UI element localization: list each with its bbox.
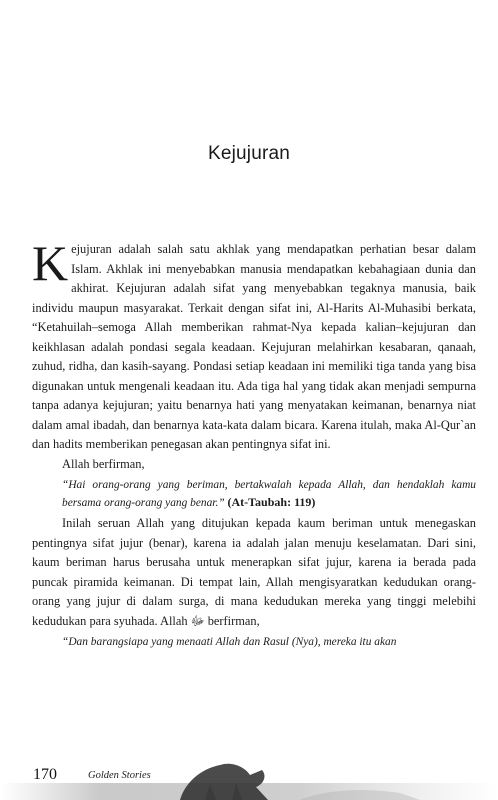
page-number: 170 — [33, 766, 57, 783]
chapter-title: Kejujuran — [207, 143, 291, 164]
paragraph-2: Allah berfirman, — [62, 456, 145, 471]
paragraph-1-text: ejujuran adalah salah satu akhlak yang mendapatkan perhatian besar dalam Islam. Akhlak ini menyebabkan manusia mendapatkan kebahagiaan dunia dan akhirat. Kejujuran adalah sifat yang menyebabkan tegaknya manusia, baik individu maupun masyarakat. Terkait dengan sifat ini, Al-Harits Al-Muhasibi berkata, “Ketahuilah–semoga Allah memberikan rahmat-Nya kepada kalian–kejujuran dan keikhlasan adalah pondasi segala keadaan. Kejujuran melahirkan kesabaran, qanaah, zuhud, ridha, dan kasih-sayang. Pondasi setiap keadaan ini memiliki tiga tanda yang bisa digunakan untuk mengenali keadaan itu. Ada tiga hal yang tidak akan menjadi sempurna tanpa adanya kejujuran; yaitu benarnya hati yang menyatakan keimanan, benarnya niat dalam amal ibadah, dan benarnya kata-kata dalam bicara. Karena itulah, maka Al-Qur`an dan hadits memberikan penegasan akan pentingnya sifat ini. — [32, 242, 476, 451]
quote-2-clip — [32, 631, 476, 653]
drop-cap: K — [32, 235, 69, 291]
footer-illustration — [0, 755, 498, 800]
page-footer — [0, 755, 498, 800]
quote-1-text: “Hai orang-orang yang beriman, bertakwalah kepada Allah, dan hendaklah kamu bersama orang-orang yang benar.” — [62, 479, 476, 509]
paragraph-3: Inilah seruan Allah yang ditujukan kepada kaum beriman untuk menegaskan pentingnya sifat jujur (benar), karena ia adalah jalan menuju keselamatan. Dari sini, kaum beriman harus berusaha untuk menerapkan sifat jujur, karena ia berada pada puncak piramida keimanan. Di tempat lain, Allah mengisyaratkan kedudukan orang-orang yang jujur di dalam surga, di mana kedudukan mereka yang tinggi melebihi kedudukan para syuhada. Allah ﷻ berfirman, — [32, 516, 476, 628]
quote-1-reference: (At-Taubah: 119) — [227, 495, 316, 509]
running-title: Golden Stories — [88, 770, 151, 781]
paragraph-1 — [32, 235, 476, 455]
body-text — [32, 235, 476, 653]
quote-1 — [32, 477, 476, 512]
quote-2: “Dan barangsiapa yang menaati Allah dan Rasul (Nya), mereka itu akan — [62, 636, 397, 648]
